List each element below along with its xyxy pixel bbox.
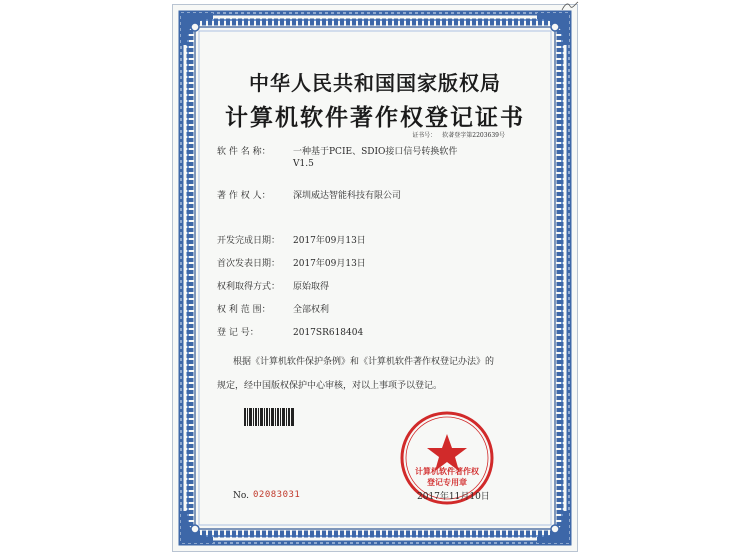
field-registration-number (217, 327, 363, 339)
corner-ornament-icon (179, 11, 215, 47)
field-copyright-owner (217, 190, 401, 202)
issue-date: 2017年11月10日 (417, 492, 490, 502)
serial-number-label: No. (233, 491, 249, 501)
certificate (172, 4, 578, 552)
field-value: 深圳威达智能科技有限公司 (293, 191, 402, 201)
field-value: 全部权利 (293, 305, 330, 315)
field-label: 权利取得方式： (217, 282, 281, 292)
corner-ornament-icon (179, 509, 215, 545)
field-label: 权 利 范 围： (217, 305, 271, 315)
barcode-icon (243, 407, 295, 427)
field-label: 首次发表日期： (217, 259, 281, 269)
field-acquisition-method (217, 281, 329, 293)
field-label: 开发完成日期： (217, 236, 281, 246)
certificate-number (412, 130, 505, 139)
certificate-number-label: 证书号： (412, 132, 437, 139)
field-value: 一种基于PCIE、SDIO接口信号转换软件 (293, 147, 458, 157)
seal-text-line-1: 计算机软件著作权 (415, 466, 479, 476)
pen-mark-icon (560, 0, 580, 12)
authority-title: 中华人民共和国国家版权局 (249, 71, 501, 95)
field-value-version: V1.5 (293, 159, 314, 169)
field-label: 登 记 号： (217, 328, 259, 338)
corner-ornament-icon (535, 11, 571, 47)
field-value: 2017SR618404 (293, 328, 364, 338)
certificate-number-value: 软著登字第2203639号 (442, 132, 505, 139)
statement-line-2: 规定，经中国版权保护中心审核，对以上事项予以登记。 (217, 381, 443, 391)
field-label: 软 件 名 称： (217, 147, 271, 157)
field-completion-date (217, 235, 366, 247)
seal-text-line-2: 登记专用章 (427, 477, 467, 487)
field-value: 2017年09月13日 (293, 236, 366, 246)
serial-number-value: 02083031 (253, 490, 301, 500)
corner-ornament-icon (535, 509, 571, 545)
field-rights-scope (217, 304, 329, 316)
statement-line-1: 根据《计算机软件保护条例》和《计算机软件著作权登记办法》的 (233, 357, 495, 367)
field-value: 原始取得 (293, 282, 330, 292)
field-value: 2017年09月13日 (293, 259, 366, 269)
field-software-name (217, 146, 457, 170)
field-publication-date (217, 258, 366, 270)
certificate-title: 计算机软件著作权登记证书 (225, 104, 525, 131)
field-label: 著 作 权 人： (217, 191, 271, 201)
